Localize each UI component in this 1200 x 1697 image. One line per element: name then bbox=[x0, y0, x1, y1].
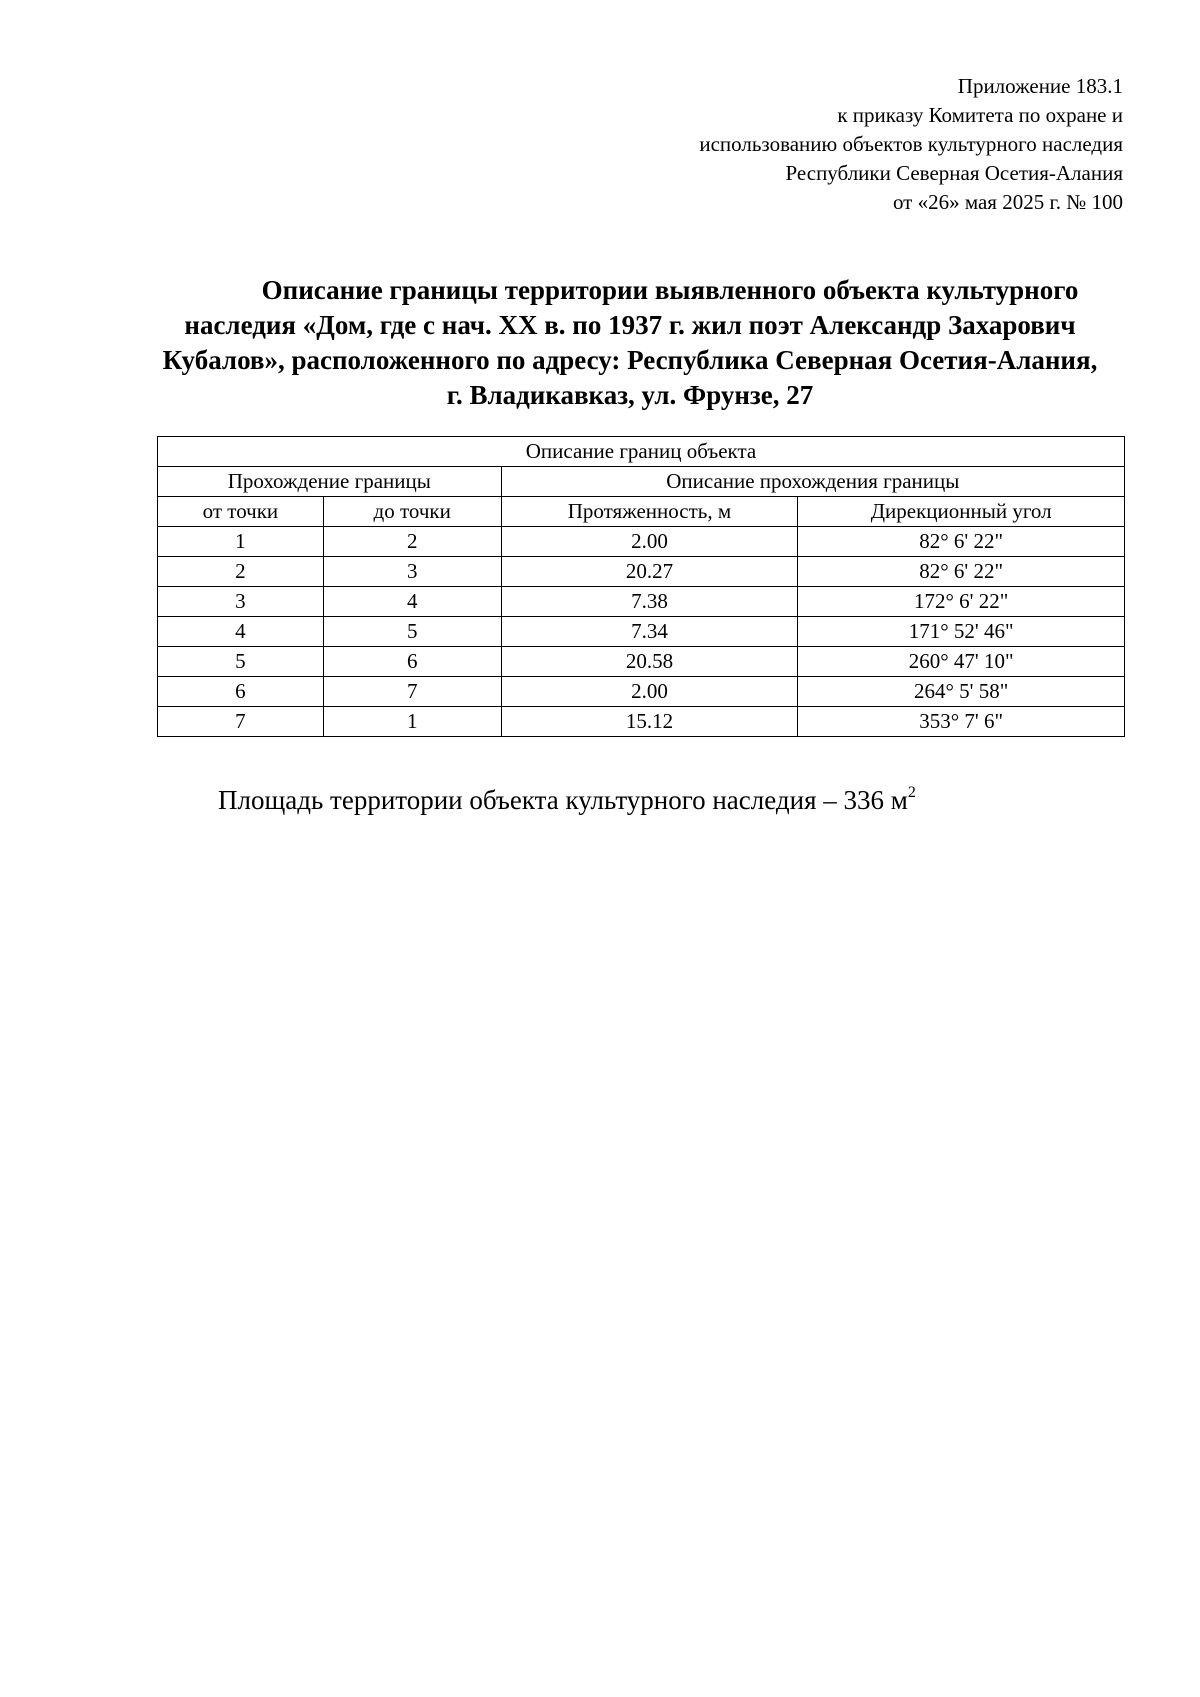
group-header-passage: Прохождение границы bbox=[158, 467, 502, 497]
cell-to: 1 bbox=[323, 707, 501, 737]
cell-length: 2.00 bbox=[501, 677, 798, 707]
table-row bbox=[158, 587, 1125, 617]
cell-length: 20.27 bbox=[501, 557, 798, 587]
area-statement bbox=[218, 785, 916, 816]
annex-line: Приложение 183.1 bbox=[957, 74, 1123, 98]
annex-line: Республики Северная Осетия-Алания bbox=[785, 161, 1123, 185]
cell-to: 7 bbox=[323, 677, 501, 707]
title-line: г. Владикавказ, ул. Фрунзе, 27 bbox=[446, 380, 814, 410]
cell-to: 6 bbox=[323, 647, 501, 677]
table-header-row bbox=[158, 497, 1125, 527]
group-header-description: Описание прохождения границы bbox=[501, 467, 1124, 497]
title-line: наследия «Дом, где с нач. XX в. по 1937 г. жил поэт Александр Захарович bbox=[184, 310, 1076, 340]
table-caption-row bbox=[158, 437, 1125, 467]
cell-angle: 353° 7' 6" bbox=[798, 707, 1125, 737]
table-row bbox=[158, 707, 1125, 737]
cell-angle: 172° 6' 22" bbox=[798, 587, 1125, 617]
cell-length: 7.38 bbox=[501, 587, 798, 617]
title-line: Описание границы территории выявленного объекта культурного bbox=[261, 275, 1079, 305]
cell-angle: 82° 6' 22" bbox=[798, 527, 1125, 557]
column-header-from: от точки bbox=[158, 497, 324, 527]
table-row bbox=[158, 557, 1125, 587]
document-title bbox=[130, 273, 1130, 413]
annex-line: от «26» мая 2025 г. № 100 bbox=[892, 190, 1123, 214]
cell-from: 3 bbox=[158, 587, 324, 617]
cell-from: 7 bbox=[158, 707, 324, 737]
cell-length: 2.00 bbox=[501, 527, 798, 557]
area-text: Площадь территории объекта культурного наследия – 336 м bbox=[218, 785, 908, 815]
area-superscript: 2 bbox=[907, 784, 916, 801]
cell-angle: 82° 6' 22" bbox=[798, 557, 1125, 587]
column-header-length: Протяженность, м bbox=[501, 497, 798, 527]
table-row bbox=[158, 617, 1125, 647]
table-group-header-row bbox=[158, 467, 1125, 497]
cell-length: 20.58 bbox=[501, 647, 798, 677]
annex-line: к приказу Комитета по охране и bbox=[837, 103, 1123, 127]
boundary-table bbox=[157, 436, 1125, 737]
cell-to: 2 bbox=[323, 527, 501, 557]
table-row bbox=[158, 527, 1125, 557]
cell-to: 5 bbox=[323, 617, 501, 647]
cell-from: 5 bbox=[158, 647, 324, 677]
cell-to: 3 bbox=[323, 557, 501, 587]
annex-header bbox=[699, 72, 1123, 217]
cell-length: 15.12 bbox=[501, 707, 798, 737]
annex-line: использованию объектов культурного наследия bbox=[699, 132, 1123, 156]
table-row bbox=[158, 677, 1125, 707]
cell-angle: 264° 5' 58" bbox=[798, 677, 1125, 707]
cell-angle: 260° 47' 10" bbox=[798, 647, 1125, 677]
title-line: Кубалов», расположенного по адресу: Республика Северная Осетия-Алания, bbox=[162, 345, 1098, 375]
cell-from: 6 bbox=[158, 677, 324, 707]
cell-to: 4 bbox=[323, 587, 501, 617]
cell-from: 1 bbox=[158, 527, 324, 557]
cell-length: 7.34 bbox=[501, 617, 798, 647]
cell-from: 4 bbox=[158, 617, 324, 647]
column-header-angle: Дирекционный угол bbox=[798, 497, 1125, 527]
cell-angle: 171° 52' 46" bbox=[798, 617, 1125, 647]
table-caption: Описание границ объекта bbox=[158, 437, 1125, 467]
column-header-to: до точки bbox=[323, 497, 501, 527]
cell-from: 2 bbox=[158, 557, 324, 587]
table-row bbox=[158, 647, 1125, 677]
